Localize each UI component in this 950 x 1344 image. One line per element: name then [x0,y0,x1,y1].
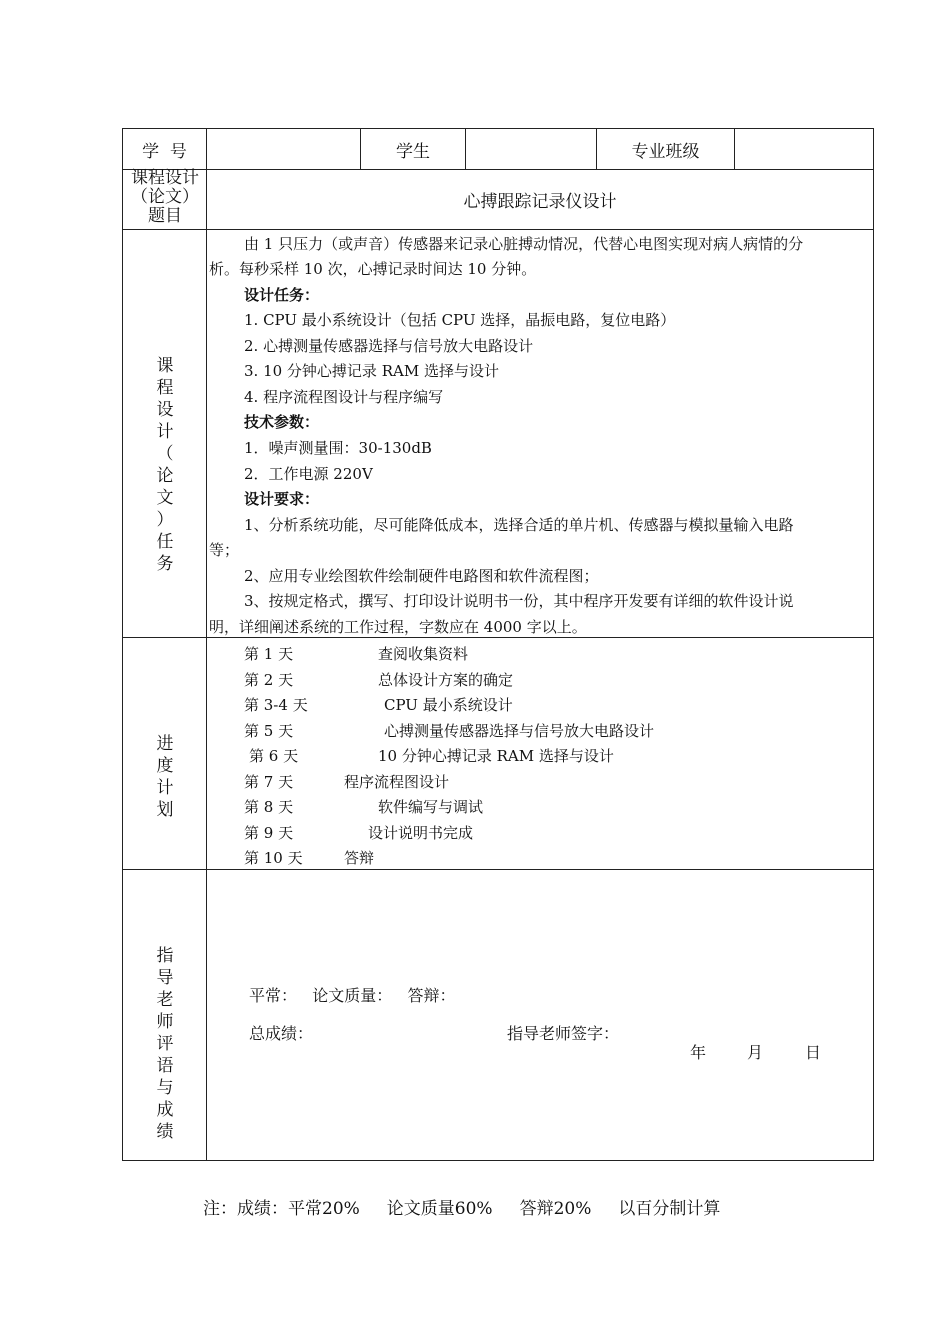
schedule-day: 第 8 天 [244,798,294,816]
task-intro-line: 由 1 只压力（或声音）传感器来记录心脏搏动情况，代替心电图实现对病人病情的分 [244,235,804,253]
tech-params-heading: 技术参数： [244,413,320,431]
schedule-task: 程序流程图设计 [344,772,450,791]
row-divider [123,229,873,230]
label-char: 程 [156,378,174,398]
schedule-day: 第 2 天 [244,670,294,689]
requirement-line: 2、应用专业绘图软件绘制硬件电路图和软件流程图； [244,567,599,585]
supervisor-signature-label: 指导老师签字： [507,1024,620,1043]
label-char: 计 [156,422,174,442]
grading-footnote: 注：成绩：平常20% 论文质量60% 答辩20% 以百分制计算 [203,1199,721,1219]
evaluation-row-label [123,945,207,1143]
design-task-item: 3. 10 分钟心搏记录 RAM 选择与设计 [244,362,499,380]
course-design-form-table [122,128,874,1161]
label-char: 进 [156,734,174,754]
schedule-day: 第 6 天 [249,747,299,765]
label-char: 语 [156,1056,174,1076]
date-month-label: 月 [747,1043,764,1062]
design-task-item: 2. 心搏测量传感器选择与信号放大电路设计 [244,337,534,355]
tech-param-item: 1．噪声测量围：30-130dB [244,439,432,457]
schedule-day: 第 3-4 天 [244,696,308,714]
label-char: 度 [156,756,174,776]
label-char: （ [156,444,174,464]
design-task-item: 4. 程序流程图设计与程序编写 [244,388,444,406]
design-task-item: 1. CPU 最小系统设计（包括 CPU 选择，晶振电路，复位电路） [244,311,676,329]
label-char: 课 [156,356,174,376]
student-id-label: 学 号 [142,141,187,162]
label-char: 指 [156,946,174,966]
date-day-label: 日 [805,1043,822,1062]
major-class-field[interactable] [735,129,873,169]
label-char: 成 [156,1100,174,1120]
scores-line: 平常： 论文质量： 答辩： [249,986,456,1005]
label-char: 计 [156,778,174,798]
requirements-heading: 设计要求： [244,490,320,508]
total-score-label: 总成绩： [249,1024,314,1043]
label-char: 设 [156,400,174,420]
schedule-task: CPU 最小系统设计 [384,696,513,714]
tech-param-item: 2．工作电源 220V [244,465,373,483]
schedule-task: 心搏测量传感器选择与信号放大电路设计 [384,721,655,740]
label-char: 师 [156,1012,174,1032]
schedule-day: 第 7 天 [244,772,294,791]
requirement-line: 3、按规定格式，撰写、打印设计说明书一份，其中程序开发要有详细的软件设计说 [244,592,794,610]
schedule-task: 软件编写与调试 [378,798,484,816]
label-char: 绩 [156,1122,174,1142]
design-title: 心搏跟踪记录仪设计 [463,191,617,212]
label-char: 务 [156,554,174,574]
requirement-line: 等； [209,541,240,559]
label-char: 评 [156,1034,174,1054]
row-divider [123,869,873,870]
label-char: 论 [156,466,174,486]
schedule-task: 答辩 [344,849,375,867]
title-label-line: 课程设计 [131,168,199,188]
student-name-label: 学生 [396,141,430,162]
schedule-day: 第 1 天 [244,645,294,663]
task-row-label [123,355,207,575]
requirement-line: 1、分析系统功能，尽可能降低成本，选择合适的单片机、传感器与模拟量输入电路 [244,516,794,534]
schedule-task: 查阅收集资料 [378,645,469,663]
schedule-day: 第 9 天 [244,823,294,842]
requirement-line: 明，详细阐述系统的工作过程，字数应在 4000 字以上。 [209,618,587,636]
title-label-line: （论文） [131,187,199,207]
schedule-task: 设计说明书完成 [368,823,474,842]
design-tasks-heading: 设计任务： [244,286,320,304]
schedule-row-label [123,733,207,821]
label-char: 导 [156,968,174,988]
label-char: ） [156,510,174,530]
major-class-label: 专业班级 [631,141,700,162]
student-name-field[interactable] [466,129,596,169]
task-intro-line: 析。每秒采样 10 次，心搏记录时间达 10 分钟。 [209,260,537,278]
label-char: 任 [156,532,174,552]
title-row-label [123,169,207,226]
schedule-day: 第 5 天 [244,721,294,740]
schedule-day: 第 10 天 [244,849,303,867]
title-label-line: 题目 [148,206,182,226]
row-divider [123,637,873,638]
label-char: 与 [156,1078,174,1098]
date-year-label: 年 [690,1043,707,1062]
schedule-task: 10 分钟心搏记录 RAM 选择与设计 [378,747,614,765]
student-id-field[interactable] [207,129,360,169]
label-char: 老 [156,990,174,1010]
label-char: 划 [156,800,174,820]
label-char: 文 [156,488,174,508]
schedule-task: 总体设计方案的确定 [378,670,514,689]
